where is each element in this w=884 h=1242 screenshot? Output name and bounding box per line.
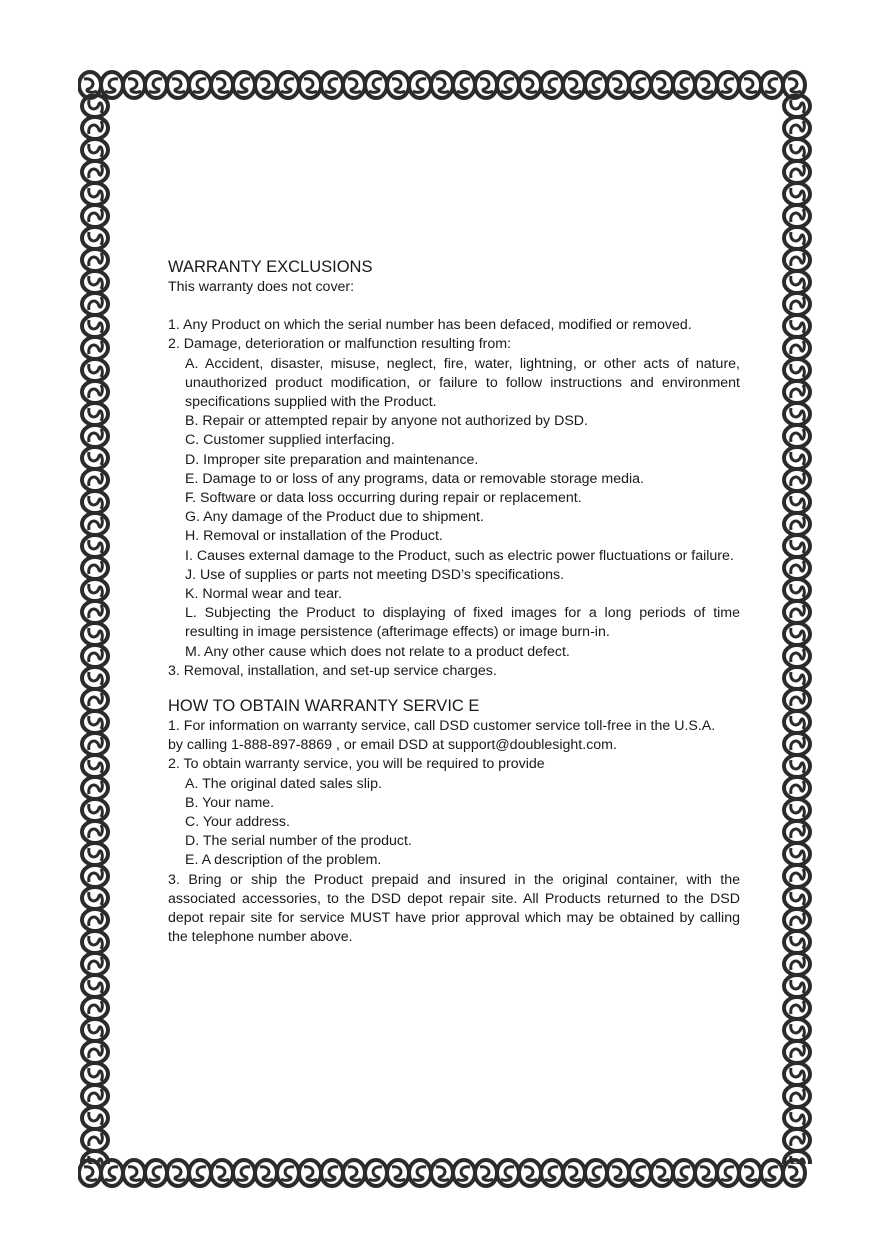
chain-link-ornament <box>607 72 629 98</box>
exclusion-subitem: H. Removal or installation of the Product. <box>185 528 443 545</box>
chain-link-ornament <box>541 1160 563 1186</box>
exclusion-subitem: M. Any other cause which does not relate to a product defect. <box>185 643 570 660</box>
chain-link-ornament <box>784 293 810 315</box>
chain-link-ornament <box>784 1019 810 1041</box>
chain-link-ornament <box>82 183 108 205</box>
chain-link-ornament <box>563 72 585 98</box>
chain-link-ornament <box>717 1160 739 1186</box>
chain-link-ornament <box>475 72 497 98</box>
service-item-contact: by calling 1-888-897-8869 , or email DSD at support@doublesight.com. <box>168 737 617 754</box>
chain-link-ornament <box>343 1160 365 1186</box>
chain-link-ornament <box>784 1151 810 1164</box>
warranty-service-section <box>168 695 740 947</box>
chain-link-ornament <box>651 1160 673 1186</box>
chain-link-ornament <box>82 1041 108 1063</box>
decorative-border-bottom <box>78 1156 814 1190</box>
chain-link-ornament <box>673 1160 695 1186</box>
chain-link-ornament <box>82 689 108 711</box>
chain-link-ornament <box>299 1160 321 1186</box>
chain-link-ornament <box>784 909 810 931</box>
chain-link-ornament <box>82 403 108 425</box>
chain-link-ornament <box>82 469 108 491</box>
section-title: WARRANTY EXCLUSIONS <box>168 258 373 276</box>
chain-link-ornament <box>784 755 810 777</box>
chain-link-ornament <box>784 227 810 249</box>
chain-link-ornament <box>82 205 108 227</box>
chain-link-ornament <box>784 249 810 271</box>
chain-link-ornament <box>784 689 810 711</box>
service-subitem: C. Your address. <box>185 814 290 831</box>
chain-link-ornament <box>784 425 810 447</box>
chain-link-ornament <box>82 535 108 557</box>
chain-link-ornament <box>82 821 108 843</box>
chain-link-ornament <box>255 72 277 98</box>
service-item: 3. Bring or ship the Product prepaid and insured in the original container, with the associated accessories, to the DSD depot repair site. All Products returned to the DSD depot repair site for service MUST have prior approval which may be obtained by calling the telephone number above. <box>168 871 740 946</box>
chain-link-ornament <box>784 975 810 997</box>
chain-link-ornament <box>629 72 651 98</box>
chain-link-ornament <box>651 72 673 98</box>
chain-link-ornament <box>784 1041 810 1063</box>
chain-link-ornament <box>387 1160 409 1186</box>
chain-link-ornament <box>784 315 810 337</box>
chain-link-ornament <box>82 1063 108 1085</box>
chain-link-ornament <box>497 72 519 98</box>
chain-link-ornament <box>409 1160 431 1186</box>
exclusion-subitem: A. Accident, disaster, misuse, neglect, fire, water, lightning, or other acts of nature, unauthorized product modification, or failure to follow instructions and environment specifications supplied with the Product. <box>185 355 740 411</box>
chain-link-ornament <box>321 72 343 98</box>
chain-link-ornament <box>365 1160 387 1186</box>
chain-link-ornament <box>784 711 810 733</box>
chain-link-ornament <box>784 579 810 601</box>
chain-link-ornament <box>563 1160 585 1186</box>
chain-link-ornament <box>784 1085 810 1107</box>
chain-link-ornament <box>784 733 810 755</box>
chain-link-ornament <box>739 72 761 98</box>
warranty-document <box>168 256 740 948</box>
chain-link-ornament <box>82 601 108 623</box>
chain-link-ornament <box>475 1160 497 1186</box>
chain-link-ornament <box>82 733 108 755</box>
service-subitem: B. Your name. <box>185 794 275 811</box>
chain-link-ornament <box>82 227 108 249</box>
chain-link-ornament <box>784 337 810 359</box>
service-subitem: A. The original dated sales slip. <box>185 775 382 792</box>
exclusion-subitem: G. Any damage of the Product due to shipment. <box>185 509 484 526</box>
chain-link-ornament <box>233 1160 255 1186</box>
chain-link-ornament <box>82 909 108 931</box>
decorative-border-left <box>78 94 112 1164</box>
exclusion-subitem: K. Normal wear and tear. <box>185 586 342 603</box>
exclusion-subitem: I. Causes external damage to the Product, such as electric power fluctuations or failure. <box>185 547 734 564</box>
chain-link-ornament <box>453 72 475 98</box>
chain-link-ornament <box>82 95 108 117</box>
chain-link-ornament <box>673 72 695 98</box>
service-subitem: D. The serial number of the product. <box>185 833 412 850</box>
exclusion-item: 2. Damage, deterioration or malfunction resulting from: <box>168 336 512 353</box>
service-item: 2. To obtain warranty service, you will be required to provide <box>168 756 545 773</box>
chain-link-ornament <box>784 645 810 667</box>
chain-link-ornament <box>784 95 810 117</box>
chain-link-ornament <box>123 1160 145 1186</box>
chain-link-ornament <box>189 72 211 98</box>
chain-link-ornament <box>82 513 108 535</box>
exclusion-subitem: L. Subjecting the Product to displaying of fixed images for a long periods of time resulting in image persistence (afterimage effects) or image burn-in. <box>185 605 740 641</box>
chain-link-ornament <box>365 72 387 98</box>
chain-link-ornament <box>784 139 810 161</box>
chain-link-ornament <box>82 645 108 667</box>
chain-link-ornament <box>739 1160 761 1186</box>
chain-link-ornament <box>82 755 108 777</box>
chain-link-ornament <box>784 117 810 139</box>
exclusion-subitem: J. Use of supplies or parts not meeting DSD’s specifications. <box>185 566 565 583</box>
chain-link-ornament <box>497 1160 519 1186</box>
chain-link-ornament <box>784 1129 810 1151</box>
chain-link-ornament <box>82 117 108 139</box>
chain-link-ornament <box>82 139 108 161</box>
chain-link-ornament <box>255 1160 277 1186</box>
chain-link-ornament <box>784 821 810 843</box>
chain-link-ornament <box>82 887 108 909</box>
chain-link-ornament <box>541 72 563 98</box>
chain-link-ornament <box>82 777 108 799</box>
chain-link-ornament <box>82 447 108 469</box>
chain-link-ornament <box>82 1151 108 1164</box>
chain-link-ornament <box>82 161 108 183</box>
exclusion-subitem: C. Customer supplied interfacing. <box>185 432 395 449</box>
chain-link-ornament <box>519 72 541 98</box>
chain-link-ornament <box>82 843 108 865</box>
chain-link-ornament <box>784 469 810 491</box>
chain-link-ornament <box>784 381 810 403</box>
chain-link-ornament <box>784 447 810 469</box>
chain-link-ornament <box>82 997 108 1019</box>
chain-link-ornament <box>82 271 108 293</box>
chain-link-ornament <box>784 359 810 381</box>
chain-link-ornament <box>82 249 108 271</box>
chain-link-ornament <box>189 1160 211 1186</box>
exclusion-subitem: F. Software or data loss occurring during repair or replacement. <box>185 490 582 507</box>
chain-link-ornament <box>82 579 108 601</box>
intro-text: This warranty does not cover: <box>168 279 355 295</box>
chain-link-ornament <box>82 315 108 337</box>
chain-link-ornament <box>82 1019 108 1041</box>
chain-link-ornament <box>82 359 108 381</box>
chain-link-ornament <box>211 1160 233 1186</box>
chain-link-ornament <box>82 931 108 953</box>
chain-link-ornament <box>784 403 810 425</box>
chain-link-ornament <box>784 271 810 293</box>
decorative-border-top <box>78 68 814 102</box>
chain-link-ornament <box>784 513 810 535</box>
chain-link-ornament <box>82 975 108 997</box>
chain-link-ornament <box>343 72 365 98</box>
chain-link-ornament <box>784 667 810 689</box>
exclusion-item: 3. Removal, installation, and set-up service charges. <box>168 662 497 679</box>
chain-link-ornament <box>585 72 607 98</box>
chain-link-ornament <box>82 1129 108 1151</box>
chain-link-ornament <box>519 1160 541 1186</box>
chain-link-ornament <box>82 711 108 733</box>
chain-link-ornament <box>82 799 108 821</box>
chain-link-ornament <box>211 72 233 98</box>
chain-link-ornament <box>82 293 108 315</box>
chain-link-ornament <box>82 1107 108 1129</box>
chain-link-ornament <box>123 72 145 98</box>
chain-link-ornament <box>784 183 810 205</box>
chain-link-ornament <box>784 535 810 557</box>
decorative-border-right <box>780 94 814 1164</box>
chain-link-ornament <box>82 1085 108 1107</box>
chain-link-ornament <box>387 72 409 98</box>
chain-link-ornament <box>784 865 810 887</box>
chain-link-ornament <box>167 72 189 98</box>
chain-link-ornament <box>277 72 299 98</box>
chain-link-ornament <box>784 997 810 1019</box>
chain-link-ornament <box>695 72 717 98</box>
chain-link-ornament <box>409 72 431 98</box>
chain-link-ornament <box>784 953 810 975</box>
service-subitem: E. A description of the problem. <box>185 852 382 869</box>
service-item: 1. For information on warranty service, call DSD customer service toll-free in the U.S.A. <box>168 718 716 735</box>
chain-link-ornament <box>82 337 108 359</box>
chain-link-ornament <box>695 1160 717 1186</box>
chain-link-ornament <box>82 557 108 579</box>
chain-link-ornament <box>784 1063 810 1085</box>
chain-link-ornament <box>784 601 810 623</box>
chain-link-ornament <box>784 887 810 909</box>
exclusion-subitem: D. Improper site preparation and maintenance. <box>185 451 479 468</box>
chain-link-ornament <box>82 491 108 513</box>
chain-link-ornament <box>629 1160 651 1186</box>
warranty-exclusions-section <box>168 256 740 681</box>
chain-link-ornament <box>784 1107 810 1129</box>
chain-link-ornament <box>167 1160 189 1186</box>
chain-link-ornament <box>82 381 108 403</box>
chain-link-ornament <box>82 667 108 689</box>
chain-link-ornament <box>82 865 108 887</box>
chain-link-ornament <box>784 931 810 953</box>
chain-link-ornament <box>82 623 108 645</box>
chain-link-ornament <box>431 72 453 98</box>
chain-link-ornament <box>784 557 810 579</box>
chain-link-ornament <box>717 72 739 98</box>
chain-link-ornament <box>431 1160 453 1186</box>
chain-link-ornament <box>784 491 810 513</box>
chain-link-ornament <box>299 72 321 98</box>
exclusion-subitem: E. Damage to or loss of any programs, data or removable storage media. <box>185 470 644 487</box>
chain-link-ornament <box>784 205 810 227</box>
chain-link-ornament <box>453 1160 475 1186</box>
chain-link-ornament <box>585 1160 607 1186</box>
chain-link-ornament <box>82 425 108 447</box>
chain-link-ornament <box>784 623 810 645</box>
chain-link-ornament <box>784 843 810 865</box>
chain-link-ornament <box>321 1160 343 1186</box>
chain-link-ornament <box>784 777 810 799</box>
chain-link-ornament <box>82 953 108 975</box>
chain-link-ornament <box>145 72 167 98</box>
chain-link-ornament <box>607 1160 629 1186</box>
section-title: HOW TO OBTAIN WARRANTY SERVIC E <box>168 697 480 716</box>
chain-link-ornament <box>277 1160 299 1186</box>
chain-link-ornament <box>233 72 255 98</box>
exclusion-subitem: B. Repair or attempted repair by anyone not authorized by DSD. <box>185 413 588 430</box>
chain-link-ornament <box>145 1160 167 1186</box>
exclusion-item: 1. Any Product on which the serial number has been defaced, modified or removed. <box>168 317 692 334</box>
chain-link-ornament <box>784 161 810 183</box>
chain-link-ornament <box>784 799 810 821</box>
